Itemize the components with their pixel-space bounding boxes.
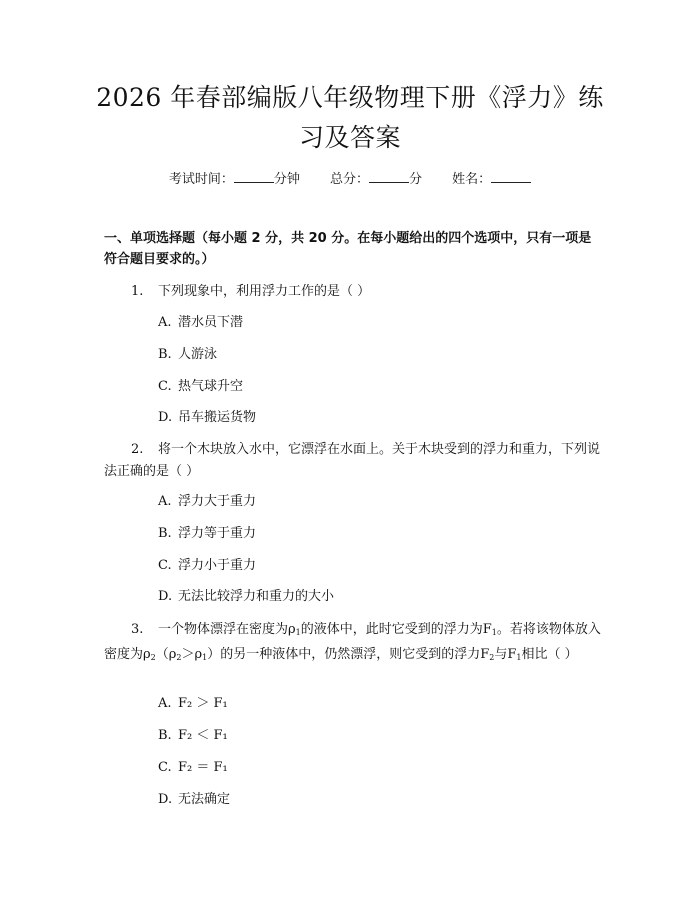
question-text-part: （ρ <box>155 647 177 662</box>
subscript: 1 <box>491 628 497 637</box>
question-1-option-d <box>158 409 256 427</box>
option-letter: B. <box>158 347 172 362</box>
question-text-part: 一个物体漂浮在密度为ρ <box>158 622 296 637</box>
option-text: 热气球升空 <box>178 379 244 394</box>
option-text: 潜水员下潜 <box>178 315 244 330</box>
exam-time-blank <box>234 170 274 183</box>
title-line-2: 习及答案 <box>298 123 401 152</box>
total-score-label: 总分： <box>329 172 369 187</box>
question-number: 3. <box>131 622 144 637</box>
option-letter: B. <box>158 728 172 743</box>
exam-time-label: 考试时间： <box>168 172 234 187</box>
question-3-option-d <box>158 791 230 809</box>
option-letter: D. <box>158 792 173 807</box>
option-text: 人游泳 <box>178 347 218 362</box>
subscript: 1 <box>295 628 301 637</box>
subscript: 1 <box>516 653 522 662</box>
option-text: 无法确定 <box>178 792 231 807</box>
option-letter: A. <box>158 315 172 330</box>
exam-info-row <box>0 170 700 189</box>
option-letter: C. <box>158 379 172 394</box>
question-1-option-a <box>158 314 243 332</box>
question-2-option-c <box>158 557 256 575</box>
student-name-blank <box>491 170 531 183</box>
question-1-option-c <box>158 378 243 396</box>
option-letter: C. <box>158 760 172 775</box>
question-2 <box>104 439 602 483</box>
question-text-part: 。若将该物体放入密度为ρ <box>104 622 601 662</box>
subscript: 2 <box>489 653 495 662</box>
total-score-unit: 分 <box>409 172 423 187</box>
question-text-part: 的液体中，此时它受到的浮力为F <box>300 622 492 637</box>
title-line-1: 2026 年春部编版八年级物理下册《浮力》练 <box>96 83 604 112</box>
option-text: F₂ ＜ F₁ <box>178 728 228 743</box>
question-number: 2. <box>131 442 144 457</box>
question-text-part: ＞ρ <box>181 647 203 662</box>
question-text: 下列现象中，利用浮力工作的是（ ） <box>158 284 371 299</box>
question-text-part: ）的另一种液体中，仍然漂浮，则它受到的浮力F <box>207 647 490 662</box>
student-name-field <box>452 170 531 189</box>
question-1-option-b <box>158 346 217 364</box>
option-text: F₂ ＞ F₁ <box>178 696 228 711</box>
option-text: 浮力等于重力 <box>178 526 257 541</box>
section-heading: 一、单项选择题（每小题 2 分，共 20 分。在每小题给出的四个选项中，只有一项是符合题目要求的。） <box>104 231 592 267</box>
subscript: 2 <box>176 653 182 662</box>
total-score-field <box>330 170 422 189</box>
option-letter: A. <box>158 494 172 509</box>
question-text-part: 与F <box>494 647 517 662</box>
option-letter: A. <box>158 696 172 711</box>
question-3 <box>104 619 602 669</box>
exam-time-field <box>169 170 300 189</box>
question-number: 1. <box>131 284 144 299</box>
question-2-option-d <box>158 588 334 606</box>
document-title <box>60 78 640 158</box>
option-text: 浮力大于重力 <box>178 494 257 509</box>
option-letter: B. <box>158 526 172 541</box>
option-letter: D. <box>158 589 173 604</box>
total-score-blank <box>369 170 409 183</box>
option-letter: D. <box>158 410 173 425</box>
subscript: 1 <box>202 653 208 662</box>
question-text: 将一个木块放入水中，它漂浮在水面上。关于木块受到的浮力和重力，下列说法正确的是（ ） <box>104 442 601 479</box>
question-1 <box>104 281 602 303</box>
option-text: 吊车搬运货物 <box>178 410 257 425</box>
question-3-option-a <box>158 695 228 713</box>
option-text: F₂ ＝ F₁ <box>178 760 228 775</box>
question-3-option-c <box>158 759 228 777</box>
option-text: 浮力小于重力 <box>178 558 257 573</box>
option-text: 无法比较浮力和重力的大小 <box>178 589 335 604</box>
question-3-option-b <box>158 727 228 745</box>
student-name-label: 姓名： <box>452 172 492 187</box>
question-text-part: 相比（ ） <box>521 647 578 662</box>
option-letter: C. <box>158 558 172 573</box>
question-2-option-a <box>158 493 256 511</box>
subscript: 2 <box>150 653 156 662</box>
question-2-option-b <box>158 525 256 543</box>
exam-time-unit: 分钟 <box>273 172 300 187</box>
